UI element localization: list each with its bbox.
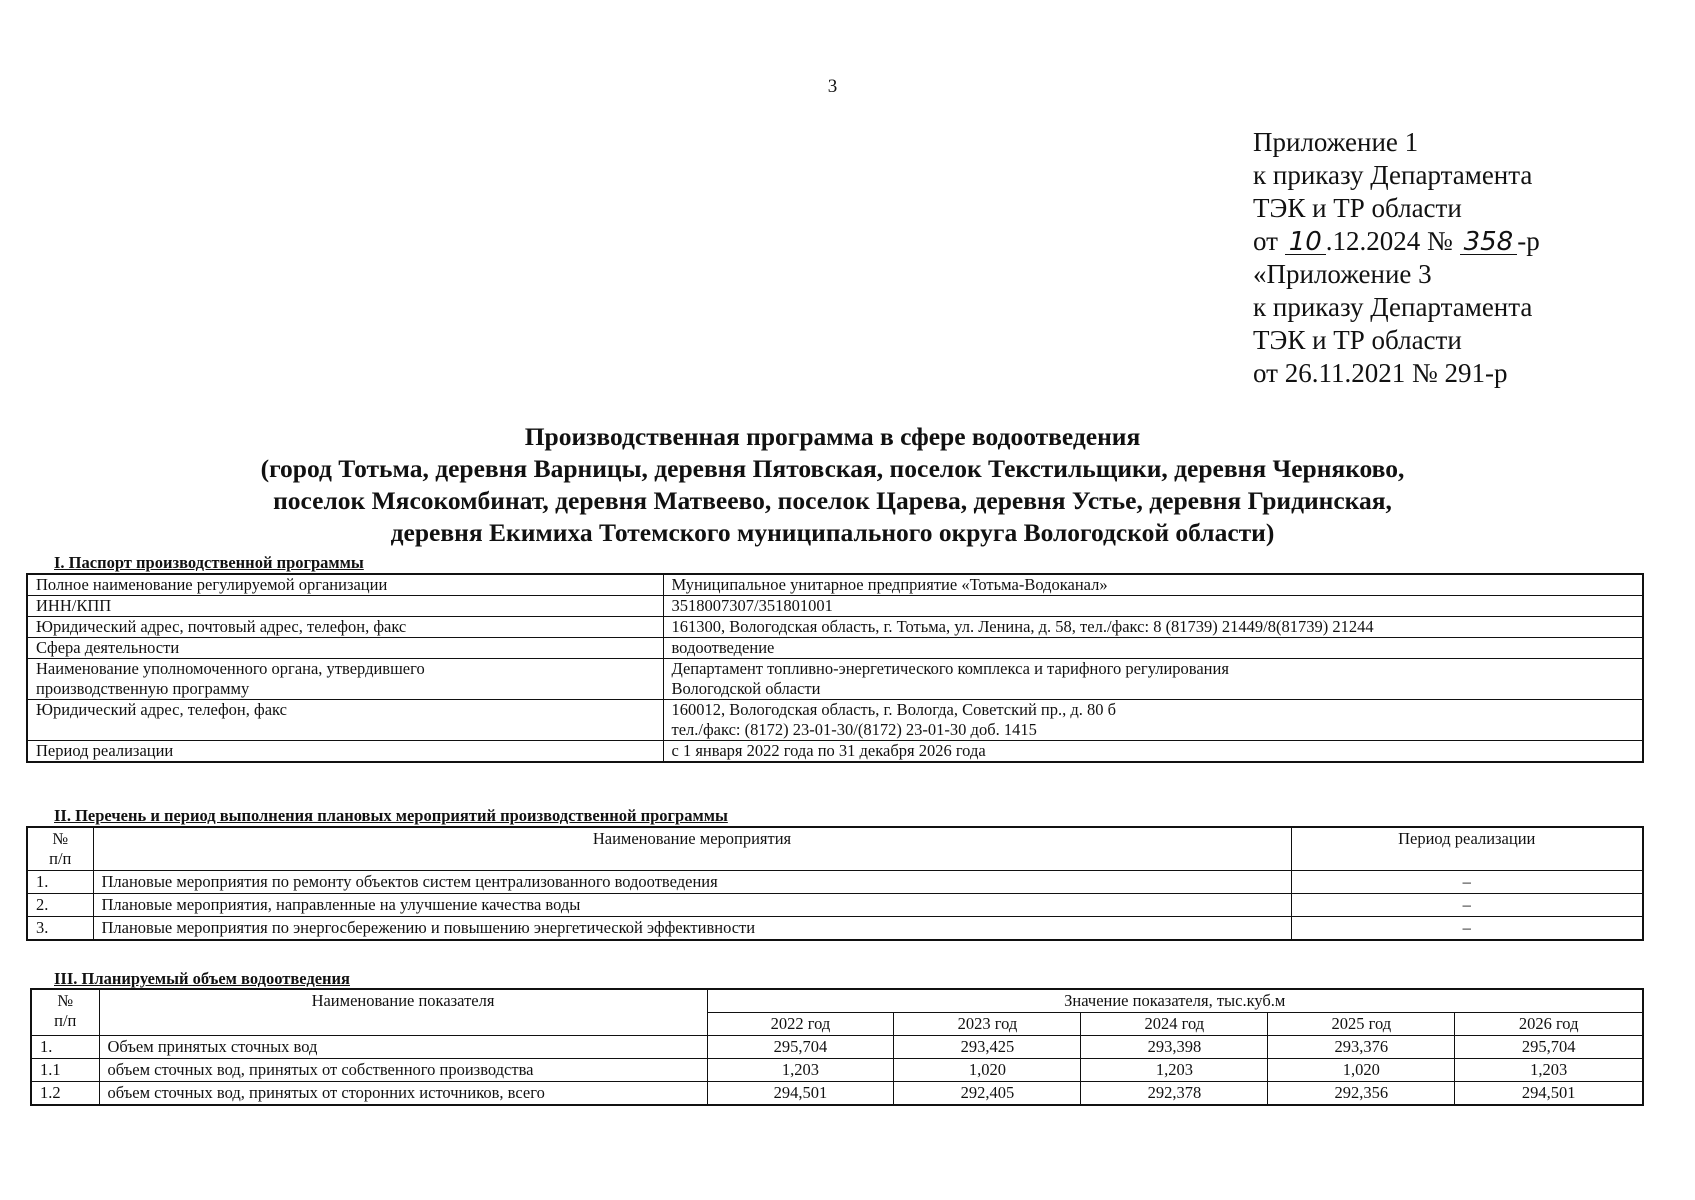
table-row bbox=[27, 871, 1643, 894]
row-label-continued: производственную программу bbox=[36, 679, 250, 698]
table-header-row bbox=[27, 827, 1643, 871]
row-value: 1,020 bbox=[1268, 1059, 1455, 1082]
row-value: 292,378 bbox=[1081, 1082, 1268, 1106]
table-row bbox=[31, 1082, 1643, 1106]
row-label-cell bbox=[27, 659, 663, 700]
row-label: ИНН/КПП bbox=[27, 596, 663, 617]
row-value: 1,203 bbox=[707, 1059, 894, 1082]
table-row bbox=[31, 1036, 1643, 1059]
row-label: Сфера деятельности bbox=[27, 638, 663, 659]
title-line: деревня Екимиха Тотемского муниципального округа Вологодской области) bbox=[390, 518, 1275, 547]
row-value: 294,501 bbox=[1455, 1082, 1643, 1106]
header-year: 2022 год bbox=[707, 1013, 894, 1036]
table-row bbox=[27, 894, 1643, 917]
row-period: – bbox=[1291, 894, 1643, 917]
row-value-cell bbox=[663, 659, 1643, 700]
header-year: 2025 год bbox=[1268, 1013, 1455, 1036]
row-number: 1.2 bbox=[31, 1082, 99, 1106]
row-value: 292,356 bbox=[1268, 1082, 1455, 1106]
header-name: Наименование мероприятия bbox=[93, 827, 1291, 871]
header-num-line: № bbox=[52, 829, 69, 848]
row-value: Департамент топливно-энергетического комплекса и тарифного регулирования bbox=[671, 659, 1229, 678]
document-title bbox=[0, 421, 1665, 549]
handwritten-day: 10 bbox=[1285, 230, 1326, 255]
row-number: 1.1 bbox=[31, 1059, 99, 1082]
table-row bbox=[27, 574, 1643, 596]
table-row bbox=[27, 917, 1643, 941]
row-period: – bbox=[1291, 871, 1643, 894]
row-value: 1,203 bbox=[1081, 1059, 1268, 1082]
row-number: 3. bbox=[27, 917, 93, 941]
section-2-title: II. Перечень и период выполнения плановых мероприятий производственной программы bbox=[54, 806, 728, 825]
row-value: 294,501 bbox=[707, 1082, 894, 1106]
appendix-line: Приложение 1 bbox=[1253, 127, 1419, 157]
row-label: Наименование уполномоченного органа, утвердившего bbox=[36, 659, 425, 678]
header-num-line: № bbox=[57, 991, 74, 1010]
header-name: Наименование показателя bbox=[99, 989, 707, 1036]
appendix-line: к приказу Департамента bbox=[1253, 292, 1533, 322]
appendix-line: к приказу Департамента bbox=[1253, 160, 1533, 190]
row-label: Юридический адрес, почтовый адрес, телефон, факс bbox=[27, 617, 663, 638]
header-value: Значение показателя, тыс.куб.м bbox=[707, 989, 1643, 1013]
row-name: Плановые мероприятия, направленные на улучшение качества воды bbox=[93, 894, 1291, 917]
appendix-line: «Приложение 3 bbox=[1253, 259, 1432, 289]
row-number: 2. bbox=[27, 894, 93, 917]
row-value-cell bbox=[663, 700, 1643, 741]
row-value: водоотведение bbox=[663, 638, 1643, 659]
row-value: 3518007307/351801001 bbox=[663, 596, 1643, 617]
row-name: Плановые мероприятия по ремонту объектов систем централизованного водоотведения bbox=[93, 871, 1291, 894]
row-name: Плановые мероприятия по энергосбережению и повышению энергетической эффективности bbox=[93, 917, 1291, 941]
row-value: 1,203 bbox=[1455, 1059, 1643, 1082]
header-num bbox=[27, 827, 93, 871]
title-line: Производственная программа в сфере водоотведения bbox=[524, 422, 1141, 451]
row-label: Полное наименование регулируемой организации bbox=[27, 574, 663, 596]
row-name: Объем принятых сточных вод bbox=[99, 1036, 707, 1059]
appendix-block bbox=[1253, 126, 1540, 390]
table-row bbox=[27, 638, 1643, 659]
table-row bbox=[31, 1059, 1643, 1082]
section-3-title: III. Планируемый объем водоотведения bbox=[54, 969, 350, 988]
header-year: 2024 год bbox=[1081, 1013, 1268, 1036]
row-value: 295,704 bbox=[1455, 1036, 1643, 1059]
title-line: (город Тотьма, деревня Варницы, деревня Пятовская, поселок Текстильщики, деревня Черняково, bbox=[260, 454, 1405, 483]
row-value: 293,398 bbox=[1081, 1036, 1268, 1059]
row-value: 161300, Вологодская область, г. Тотьма, ул. Ленина, д. 58, тел./факс: 8 (81739) 21449/8(81739) 21244 bbox=[663, 617, 1643, 638]
row-name: объем сточных вод, принятых от сторонних источников, всего bbox=[99, 1082, 707, 1106]
passport-table bbox=[26, 573, 1644, 763]
table-row bbox=[27, 617, 1643, 638]
row-number: 1. bbox=[27, 871, 93, 894]
measures-table bbox=[26, 826, 1644, 941]
section-1-title: I. Паспорт производственной программы bbox=[54, 553, 364, 572]
appendix-line: ТЭК и ТР области bbox=[1253, 193, 1462, 223]
date-prefix: от bbox=[1253, 226, 1278, 256]
row-value-continued: тел./факс: (8172) 23-01-30/(8172) 23-01-30 доб. 1415 bbox=[671, 720, 1037, 739]
appendix-date-line bbox=[1253, 225, 1540, 258]
order-suffix: -р bbox=[1517, 226, 1540, 256]
table-row bbox=[27, 700, 1643, 741]
header-num bbox=[31, 989, 99, 1036]
row-value-continued: Вологодской области bbox=[671, 679, 821, 698]
row-number: 1. bbox=[31, 1036, 99, 1059]
table-header-row bbox=[31, 989, 1643, 1013]
appendix-line: от 26.11.2021 № 291-р bbox=[1253, 358, 1508, 388]
header-num-line: п/п bbox=[49, 849, 72, 868]
header-year: 2026 год bbox=[1455, 1013, 1643, 1036]
row-value: 160012, Вологодская область, г. Вологда, Советский пр., д. 80 б bbox=[671, 700, 1117, 719]
row-value: с 1 января 2022 года по 31 декабря 2026 года bbox=[663, 741, 1643, 763]
row-period: – bbox=[1291, 917, 1643, 941]
table-row bbox=[27, 659, 1643, 700]
row-label: Юридический адрес, телефон, факс bbox=[27, 700, 663, 741]
row-name: объем сточных вод, принятых от собственного производства bbox=[99, 1059, 707, 1082]
title-line: поселок Мясокомбинат, деревня Матвеево, поселок Царева, деревня Устье, деревня Гридинская, bbox=[273, 486, 1392, 515]
row-value: 293,376 bbox=[1268, 1036, 1455, 1059]
header-period: Период реализации bbox=[1291, 827, 1643, 871]
date-rest: .12.2024 № bbox=[1325, 226, 1453, 256]
row-label: Период реализации bbox=[27, 741, 663, 763]
page-number: 3 bbox=[827, 76, 838, 97]
row-value: 295,704 bbox=[707, 1036, 894, 1059]
volume-table bbox=[30, 988, 1644, 1106]
row-value: 292,405 bbox=[894, 1082, 1081, 1106]
table-row bbox=[27, 596, 1643, 617]
handwritten-order-number: 358 bbox=[1460, 230, 1518, 255]
table-row bbox=[27, 741, 1643, 763]
row-value: 293,425 bbox=[894, 1036, 1081, 1059]
header-num-line: п/п bbox=[54, 1011, 77, 1030]
row-value: Муниципальное унитарное предприятие «Тотьма-Водоканал» bbox=[663, 574, 1643, 596]
row-value: 1,020 bbox=[894, 1059, 1081, 1082]
header-year: 2023 год bbox=[894, 1013, 1081, 1036]
appendix-line: ТЭК и ТР области bbox=[1253, 325, 1462, 355]
